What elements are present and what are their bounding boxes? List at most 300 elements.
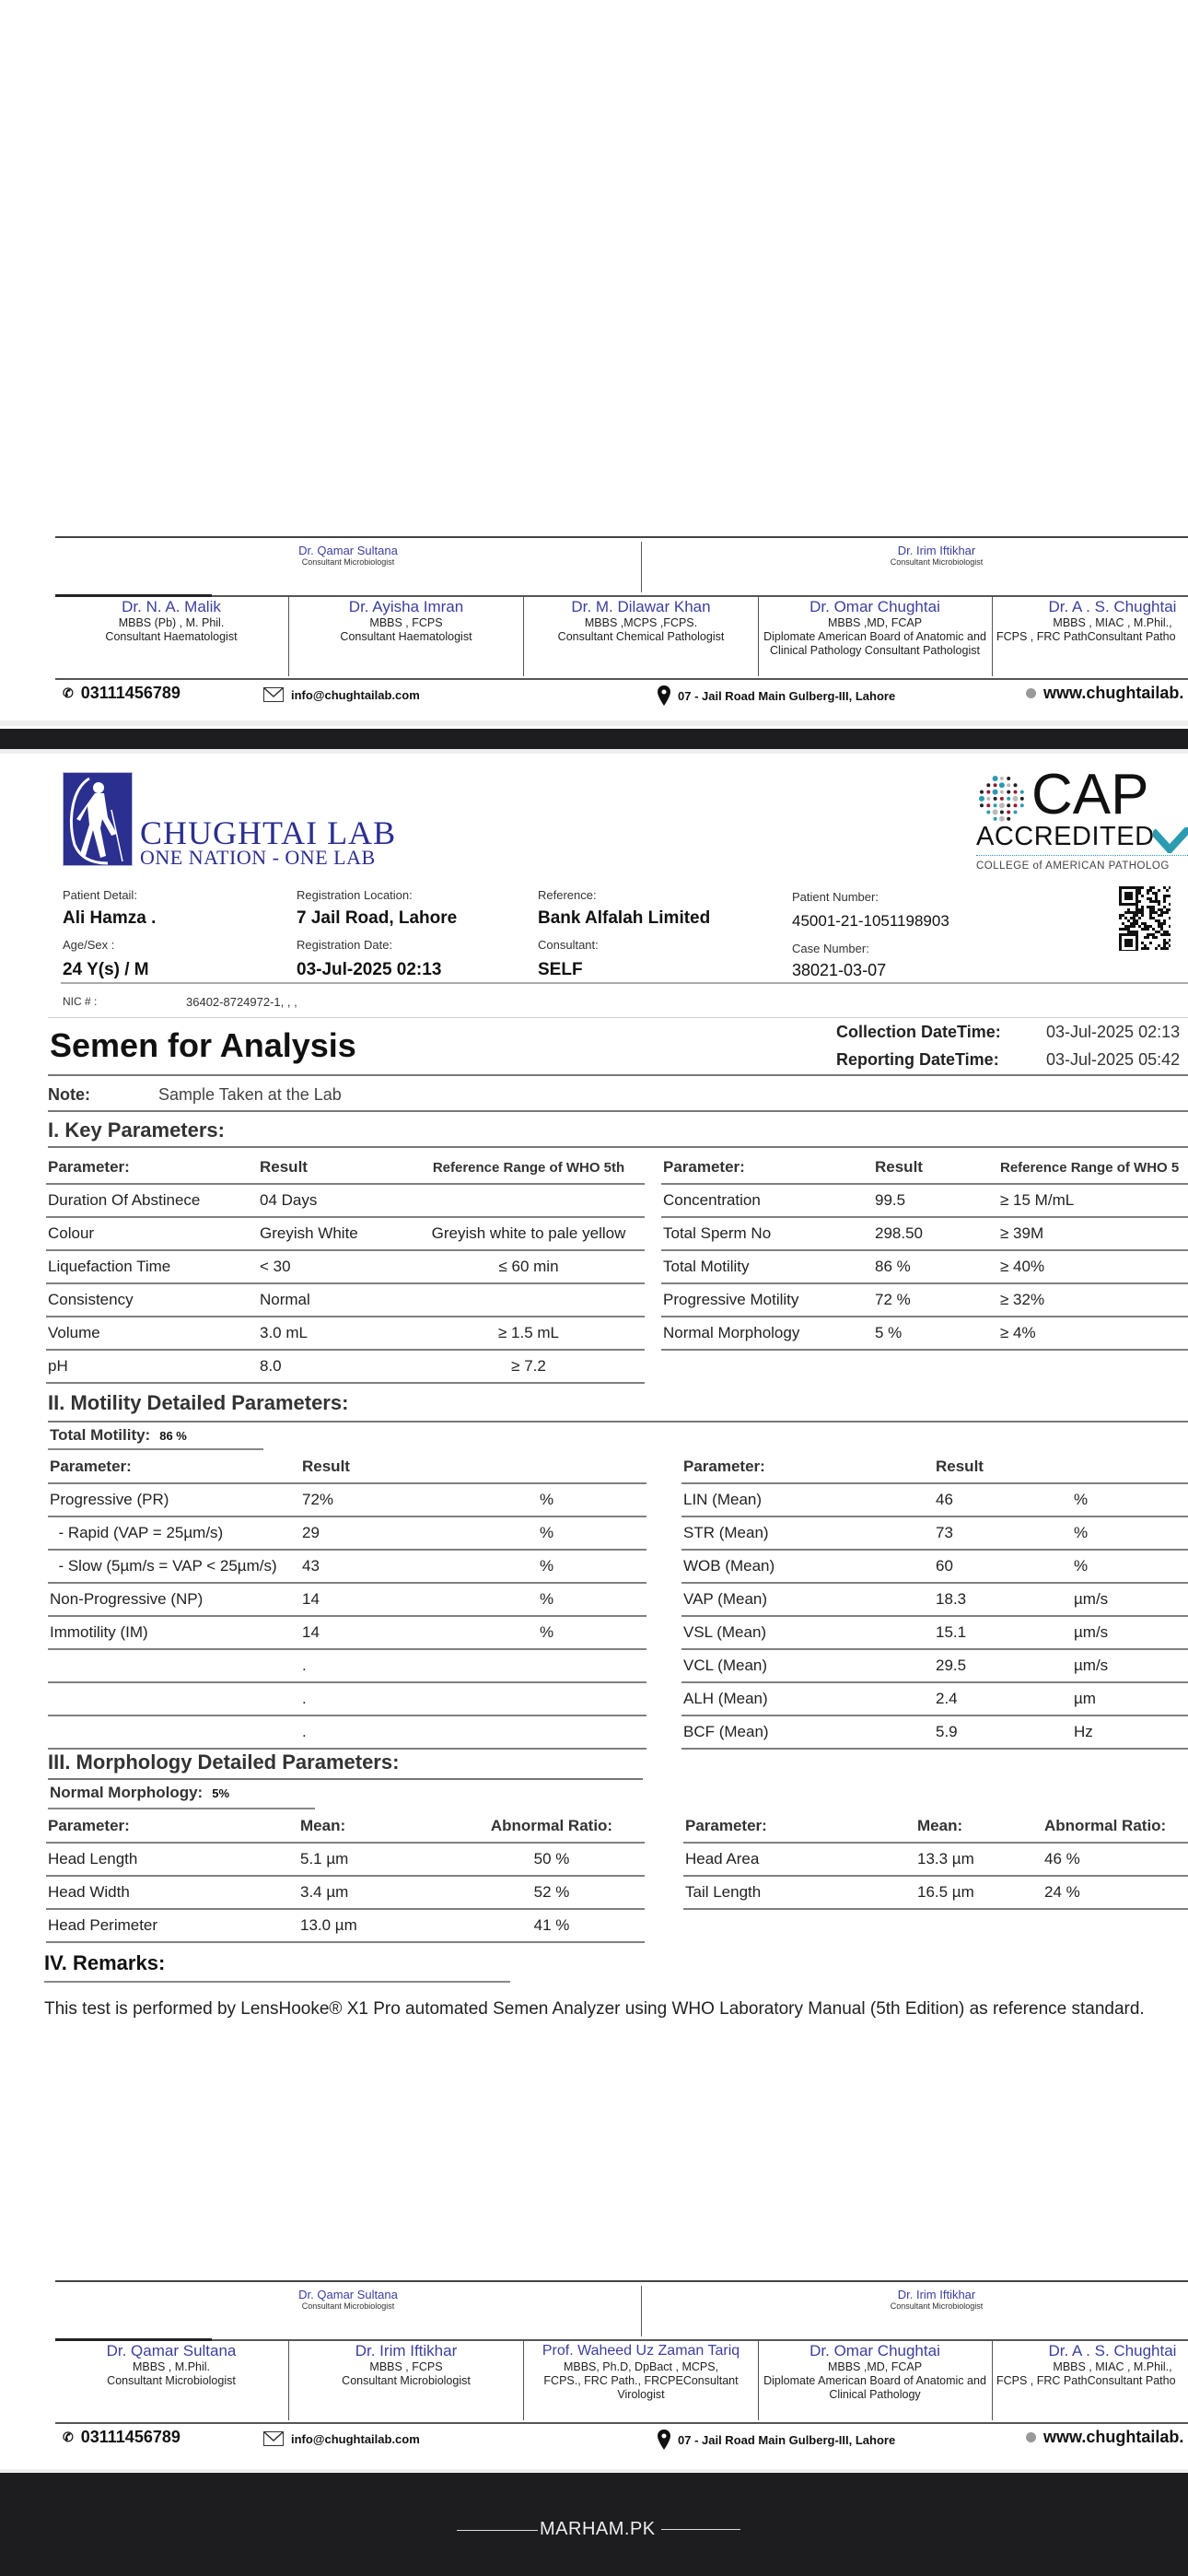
qr-module (1149, 886, 1152, 889)
table-row (661, 1283, 1188, 1317)
table-row (46, 1843, 645, 1876)
table-row (661, 1317, 1188, 1350)
qr-module (1147, 925, 1149, 928)
qr-module (1163, 906, 1166, 908)
qr-module (1152, 933, 1155, 936)
parameter-cell: Volume (46, 1317, 258, 1350)
qr-module (1155, 931, 1158, 933)
parameter-cell (48, 1682, 300, 1715)
table-row (48, 1583, 646, 1616)
nic-value: 36402-8724972-1, , , (186, 995, 297, 1009)
table-header-row: Parameter: Mean: Abnormal Ratio: (46, 1810, 645, 1843)
cap-dot (1014, 790, 1018, 794)
registration-date: 03-Jul-2025 02:13 (297, 960, 442, 979)
collection-datetime-label: Collection DateTime: (836, 1023, 1001, 1041)
qr-module (1155, 897, 1158, 900)
cap-dot (1014, 811, 1018, 814)
website-contact[interactable]: www.chughtailab. (1026, 2428, 1183, 2447)
phone-contact[interactable]: ✆ 03111456789 (63, 2428, 181, 2446)
qr-module (1124, 917, 1127, 919)
table-row (681, 1583, 1188, 1616)
parameter-cell: VAP (Mean) (681, 1583, 934, 1616)
qr-module (1163, 886, 1166, 889)
walking-man-icon (63, 772, 133, 866)
doctor-card: Dr. Omar Chughtai MBBS ,MD, FCAP Diplomate American Board of Anatomic and Clinical Pathology Consultant Pathologist (763, 598, 986, 657)
qr-module (1122, 922, 1124, 925)
reference-cell: 46 % (1042, 1843, 1188, 1876)
result-cell: 29 (300, 1516, 538, 1550)
qr-module (1166, 947, 1169, 950)
normal-morphology-summary: Normal Morphology: 5% (50, 1784, 230, 1801)
cap-dot (1007, 783, 1010, 787)
qr-module (1155, 911, 1158, 914)
cap-accredited-logo (974, 763, 1188, 881)
cap-dot (986, 783, 990, 787)
qr-module (1147, 947, 1149, 950)
qr-module (1149, 908, 1152, 911)
qr-module (1152, 917, 1155, 919)
divider (48, 1808, 315, 1809)
qr-module (1160, 922, 1163, 925)
qr-module (1130, 925, 1133, 928)
table-row (681, 1649, 1188, 1682)
watermark-line-right (661, 2529, 740, 2530)
qr-module (1163, 931, 1166, 933)
reference-cell: % (538, 1583, 646, 1616)
cap-college: COLLEGE of AMERICAN PATHOLOG (976, 861, 1170, 872)
reference-label: Reference: (538, 888, 597, 902)
cap-dot (994, 797, 997, 801)
doctor-card: Dr. N. A. Malik MBBS (Pb) , M. Phil. Consultant Haematologist (105, 598, 238, 643)
qr-module (1155, 936, 1158, 939)
cap-dot (1014, 783, 1018, 787)
qr-module (1166, 895, 1169, 897)
result-cell: < 30 (258, 1250, 411, 1283)
result-cell: . (300, 1682, 538, 1715)
qr-module (1160, 933, 1163, 936)
reference-cell: ≥ 1.5 mL (411, 1317, 645, 1350)
qr-module (1141, 886, 1144, 889)
qr-module (1136, 908, 1138, 911)
qr-module (1158, 914, 1160, 917)
result-cell: 298.50 (873, 1217, 998, 1250)
parameter-cell: Liquefaction Time (46, 1250, 258, 1283)
qr-module (1138, 917, 1141, 919)
table-row (681, 1682, 1188, 1715)
table-header-row: Parameter: Result Reference Range of WHO 5th (46, 1152, 645, 1184)
divider (48, 1146, 1188, 1148)
qr-module (1147, 936, 1149, 939)
parameter-cell (48, 1715, 300, 1749)
qr-module (1160, 911, 1163, 914)
parameter-cell: LIN (Mean) (681, 1483, 934, 1516)
qr-module (1152, 936, 1155, 939)
qr-module (1155, 947, 1158, 950)
patient-detail-label: Patient Detail: (63, 888, 137, 902)
result-cell: 5 % (873, 1317, 998, 1350)
qr-module (1166, 908, 1169, 911)
qr-module (1133, 931, 1136, 933)
qr-module (1158, 944, 1160, 947)
qr-module (1152, 911, 1155, 914)
parameter-cell: Head Length (46, 1843, 298, 1876)
qr-module (1144, 922, 1147, 925)
qr-module (1147, 892, 1149, 895)
qr-module (1149, 889, 1152, 892)
cap-dot (1007, 803, 1010, 807)
reference-cell: % (538, 1516, 646, 1550)
table-row (661, 1217, 1188, 1250)
qr-module (1138, 908, 1141, 911)
result-cell: 18.3 (934, 1583, 1072, 1616)
qr-module (1149, 906, 1152, 908)
qr-module (1166, 933, 1169, 936)
cap-dot (999, 782, 1005, 788)
parameter-cell: Progressive (PR) (48, 1483, 300, 1516)
cap-dot (1007, 817, 1010, 821)
result-cell: 15.1 (934, 1616, 1072, 1649)
parameter-cell: - Slow (5µm/s = VAP < 25µm/s) (48, 1550, 300, 1583)
table-row (661, 1184, 1188, 1217)
globe-icon (1026, 688, 1036, 698)
qr-module (1119, 917, 1122, 919)
qr-module (1169, 917, 1171, 919)
qr-module (1158, 919, 1160, 922)
table-row (48, 1550, 646, 1583)
reference-cell: 24 % (1042, 1876, 1188, 1909)
cap-dot (999, 816, 1005, 822)
qr-module (1127, 931, 1130, 933)
qr-module (1166, 942, 1169, 944)
qr-module (1163, 919, 1166, 922)
watermark-band (0, 2473, 1188, 2576)
qr-module (1124, 928, 1127, 931)
qr-module (1136, 906, 1138, 908)
qr-module (1130, 931, 1133, 933)
qr-module (1152, 928, 1155, 931)
divider (48, 1017, 1188, 1018)
table-row (681, 1483, 1188, 1516)
qr-module (1141, 911, 1144, 914)
motility-left-table (48, 1451, 646, 1750)
result-cell: 60 (934, 1550, 1072, 1583)
table-row (681, 1616, 1188, 1649)
registration-location-label: Registration Location: (297, 888, 413, 902)
age-sex-value: 24 Y(s) / M (63, 960, 149, 979)
reference-cell: 41 % (457, 1909, 645, 1942)
qr-module (1163, 895, 1166, 897)
qr-module (1163, 939, 1166, 942)
qr-module (1160, 928, 1163, 931)
result-cell: 14 (300, 1616, 538, 1649)
phone-contact[interactable]: ✆ 03111456789 (63, 684, 181, 702)
qr-module (1127, 928, 1130, 931)
result-cell: 13.0 µm (298, 1909, 457, 1942)
address-contact: 07 - Jail Road Main Gulberg-III, Lahore (658, 685, 895, 706)
parameter-cell: VSL (Mean) (681, 1616, 934, 1649)
qr-module (1166, 931, 1169, 933)
cap-dot (1020, 803, 1024, 807)
doctor-card: Prof. Waheed Uz Zaman Tariq MBBS, Ph.D, DpBact , MCPS, FCPS., FRC Path., FRCPEConsultant Virologist (542, 2343, 740, 2401)
divider (55, 678, 1188, 680)
result-cell: 29.5 (934, 1649, 1072, 1682)
parameter-cell: Duration Of Abstinece (46, 1184, 258, 1217)
cap-dot (1000, 797, 1004, 801)
divider (61, 982, 1188, 984)
table-row (46, 1909, 645, 1942)
qr-module (1160, 925, 1163, 928)
result-cell: 13.3 µm (915, 1843, 1042, 1876)
microbiologist-2: Dr. Irim Iftikhar Consultant Microbiologist (890, 2288, 984, 2311)
qr-module (1130, 922, 1133, 925)
qr-module (1152, 908, 1155, 911)
result-cell: Greyish White (258, 1217, 411, 1250)
website-contact[interactable]: www.chughtailab. (1026, 684, 1183, 703)
table-row (46, 1184, 645, 1217)
case-number-label: Case Number: (792, 942, 869, 955)
qr-module (1124, 892, 1133, 900)
result-cell: 72 % (873, 1283, 998, 1317)
note-label: Note: (48, 1085, 90, 1104)
qr-module (1166, 911, 1169, 914)
result-cell: . (300, 1649, 538, 1682)
qr-module (1136, 922, 1138, 925)
qr-module (1149, 925, 1152, 928)
table-row (46, 1317, 645, 1350)
parameter-cell: Non-Progressive (NP) (48, 1583, 300, 1616)
result-cell: 43 (300, 1550, 538, 1583)
registration-date-label: Registration Date: (297, 938, 393, 952)
key-parameters-heading: I. Key Parameters: (48, 1118, 225, 1142)
cap-accredited: ACCREDITED (976, 822, 1155, 851)
globe-icon (1026, 2432, 1036, 2442)
qr-module (1141, 947, 1144, 950)
qr-module (1144, 944, 1147, 947)
reference-cell: ≥ 39M (998, 1217, 1188, 1250)
cap-dot (1000, 790, 1004, 794)
parameter-cell: Colour (46, 1217, 258, 1250)
result-cell: Normal (258, 1283, 411, 1317)
qr-module (1163, 897, 1166, 900)
parameter-cell: ALH (Mean) (681, 1682, 934, 1715)
divider (48, 1448, 263, 1450)
parameter-cell: WOB (Mean) (681, 1550, 934, 1583)
cap-dot (1007, 811, 1010, 814)
cap-title: CAP (1031, 763, 1149, 826)
microbiologist-1: Dr. Qamar Sultana Consultant Microbiologist (298, 2288, 398, 2311)
qr-module (1163, 947, 1166, 950)
cap-dot (994, 783, 997, 787)
doctor-card: Dr. A . S. Chughtai MBBS , MIAC , M.Phil., FCPS , FRC PathConsultant Patho (996, 598, 1177, 643)
doctor-card: Dr. A . S. Chughtai MBBS , MIAC , M.Phil., FCPS , FRC PathConsultant Patho (996, 2342, 1177, 2387)
qr-module (1127, 919, 1130, 922)
table-row (46, 1217, 645, 1250)
table-row (46, 1283, 645, 1317)
watermark-line-left (457, 2530, 538, 2531)
reference-cell: µm (1072, 1682, 1188, 1715)
result-cell: 3.4 µm (298, 1876, 457, 1909)
parameter-cell (48, 1649, 300, 1682)
collection-datetime: 03-Jul-2025 02:13 (1046, 1023, 1181, 1041)
cap-dot (1007, 790, 1010, 794)
qr-module (1144, 928, 1147, 931)
qr-module (1138, 925, 1141, 928)
page-gap (0, 720, 1188, 726)
qr-module (1127, 911, 1130, 914)
divider (976, 855, 1188, 856)
qr-module (1158, 889, 1160, 892)
reference-cell: ≥ 7.2 (411, 1350, 645, 1383)
divider (48, 1074, 1188, 1076)
qr-module (1133, 925, 1136, 928)
qr-module (1149, 917, 1152, 919)
divider (55, 2422, 1188, 2424)
mail-icon (263, 687, 284, 702)
qr-module (1124, 939, 1133, 947)
phone-icon: ✆ (63, 685, 74, 700)
table-row (46, 1350, 645, 1383)
qr-module (1138, 889, 1141, 892)
qr-module (1133, 919, 1136, 922)
qr-module (1158, 903, 1160, 906)
qr-module (1144, 936, 1147, 939)
logo-tagline: ONE NATION - ONE LAB (140, 846, 376, 869)
cap-dot (1007, 797, 1010, 801)
reference-cell: Hz (1072, 1715, 1188, 1749)
parameter-cell: VCL (Mean) (681, 1649, 934, 1682)
qr-module (1119, 914, 1122, 917)
qr-module (1163, 911, 1166, 914)
qr-module (1169, 939, 1171, 942)
result-cell: 72% (300, 1483, 538, 1516)
qr-module (1124, 925, 1127, 928)
qr-module (1130, 917, 1133, 919)
reference-cell: µm/s (1072, 1583, 1188, 1616)
doctor-card: Dr. Ayisha Imran MBBS , FCPS Consultant Haematologist (340, 598, 472, 643)
reference-cell: ≤ 60 min (411, 1250, 645, 1283)
qr-module (1149, 914, 1152, 917)
qr-module (1158, 925, 1160, 928)
cap-dot (986, 797, 990, 801)
qr-module (1155, 900, 1158, 903)
microbiologist-1: Dr. Qamar Sultana Consultant Microbiologist (298, 544, 398, 567)
cap-dot (1000, 777, 1004, 780)
table-header-row: Parameter: Mean: Abnormal Ratio: (683, 1810, 1188, 1843)
table-row (683, 1843, 1188, 1876)
mail-icon (263, 2431, 284, 2446)
result-cell: 86 % (873, 1250, 998, 1283)
location-pin-icon (658, 2430, 670, 2450)
qr-module (1149, 911, 1152, 914)
reference-cell: ≥ 15 M/mL (998, 1184, 1188, 1217)
qr-module (1138, 900, 1141, 903)
parameter-cell: Head Perimeter (46, 1909, 298, 1942)
divider (48, 1110, 1188, 1112)
qr-module (1160, 908, 1163, 911)
qr-module (1127, 908, 1130, 911)
cap-dot (980, 790, 984, 794)
qr-module (1169, 933, 1171, 936)
email-contact[interactable]: info@chughtailab.com (263, 2431, 420, 2446)
reference-cell: 52 % (457, 1876, 645, 1909)
motility-right-table (681, 1451, 1188, 1750)
page-gap (0, 749, 1188, 754)
qr-module (1130, 911, 1133, 914)
cap-dot (993, 776, 998, 781)
qr-module (1141, 906, 1144, 908)
cap-dot (993, 790, 998, 795)
qr-module (1149, 900, 1152, 903)
qr-module (1169, 908, 1171, 911)
qr-module (1158, 900, 1160, 903)
qr-module (1166, 889, 1169, 892)
qr-module (1122, 928, 1124, 931)
cap-dot (986, 811, 990, 814)
remarks-text: This test is performed by LensHooke® X1 Pro automated Semen Analyzer using WHO Laboratory Manual (5th Edition) as reference standard. (44, 1999, 1145, 2019)
parameter-cell: BCF (Mean) (681, 1715, 934, 1749)
qr-module (1149, 897, 1152, 900)
table-row (48, 1483, 646, 1516)
qr-module (1141, 922, 1144, 925)
cap-dot (1013, 796, 1019, 802)
result-cell: 73 (934, 1516, 1072, 1550)
reference-cell: % (1072, 1550, 1188, 1583)
table-row (661, 1250, 1188, 1283)
qr-module (1160, 914, 1163, 917)
key-parameters-right-table (661, 1152, 1188, 1351)
qr-module (1152, 892, 1155, 895)
logo-title: CHUGHTAI LAB (140, 814, 397, 851)
result-cell: 99.5 (873, 1184, 998, 1217)
cap-dot (999, 802, 1005, 808)
qr-module (1169, 903, 1171, 906)
reference-cell (538, 1649, 646, 1682)
nic-label: NIC # : (63, 995, 98, 1008)
result-cell: 3.0 mL (258, 1317, 411, 1350)
cap-dot (994, 803, 997, 807)
reference-cell (538, 1682, 646, 1715)
age-sex-label: Age/Sex : (63, 938, 115, 952)
qr-module (1119, 928, 1122, 931)
parameter-cell: pH (46, 1350, 258, 1383)
doctor-card: Dr. Irim Iftikhar MBBS , FCPS Consultant Microbiologist (342, 2342, 471, 2387)
qr-module (1152, 886, 1155, 889)
qr-module (1133, 911, 1136, 914)
result-cell: . (300, 1715, 538, 1749)
qr-module (1141, 908, 1144, 911)
report-title: Semen for Analysis (50, 1026, 356, 1064)
consultant-label: Consultant: (538, 938, 599, 952)
reference-cell: % (1072, 1516, 1188, 1550)
reference-cell (538, 1715, 646, 1749)
email-contact[interactable]: info@chughtailab.com (263, 687, 420, 702)
microbiologist-2: Dr. Irim Iftikhar Consultant Microbiologist (890, 544, 984, 567)
table-row (46, 1876, 645, 1909)
patient-number: 45001-21-1051198903 (792, 912, 949, 930)
qr-module (1122, 914, 1124, 917)
cap-dots-icon (976, 774, 1028, 825)
table-row (48, 1649, 646, 1682)
qr-module (1158, 931, 1160, 933)
cap-dot (1020, 790, 1024, 794)
qr-module (1163, 922, 1166, 925)
chughtai-lab-logo (63, 770, 431, 868)
result-cell: 2.4 (934, 1682, 1072, 1715)
parameter-cell: Tail Length (683, 1876, 915, 1909)
location-pin-icon (658, 685, 670, 706)
parameter-cell: Consistency (46, 1283, 258, 1317)
cap-dot (993, 810, 998, 815)
